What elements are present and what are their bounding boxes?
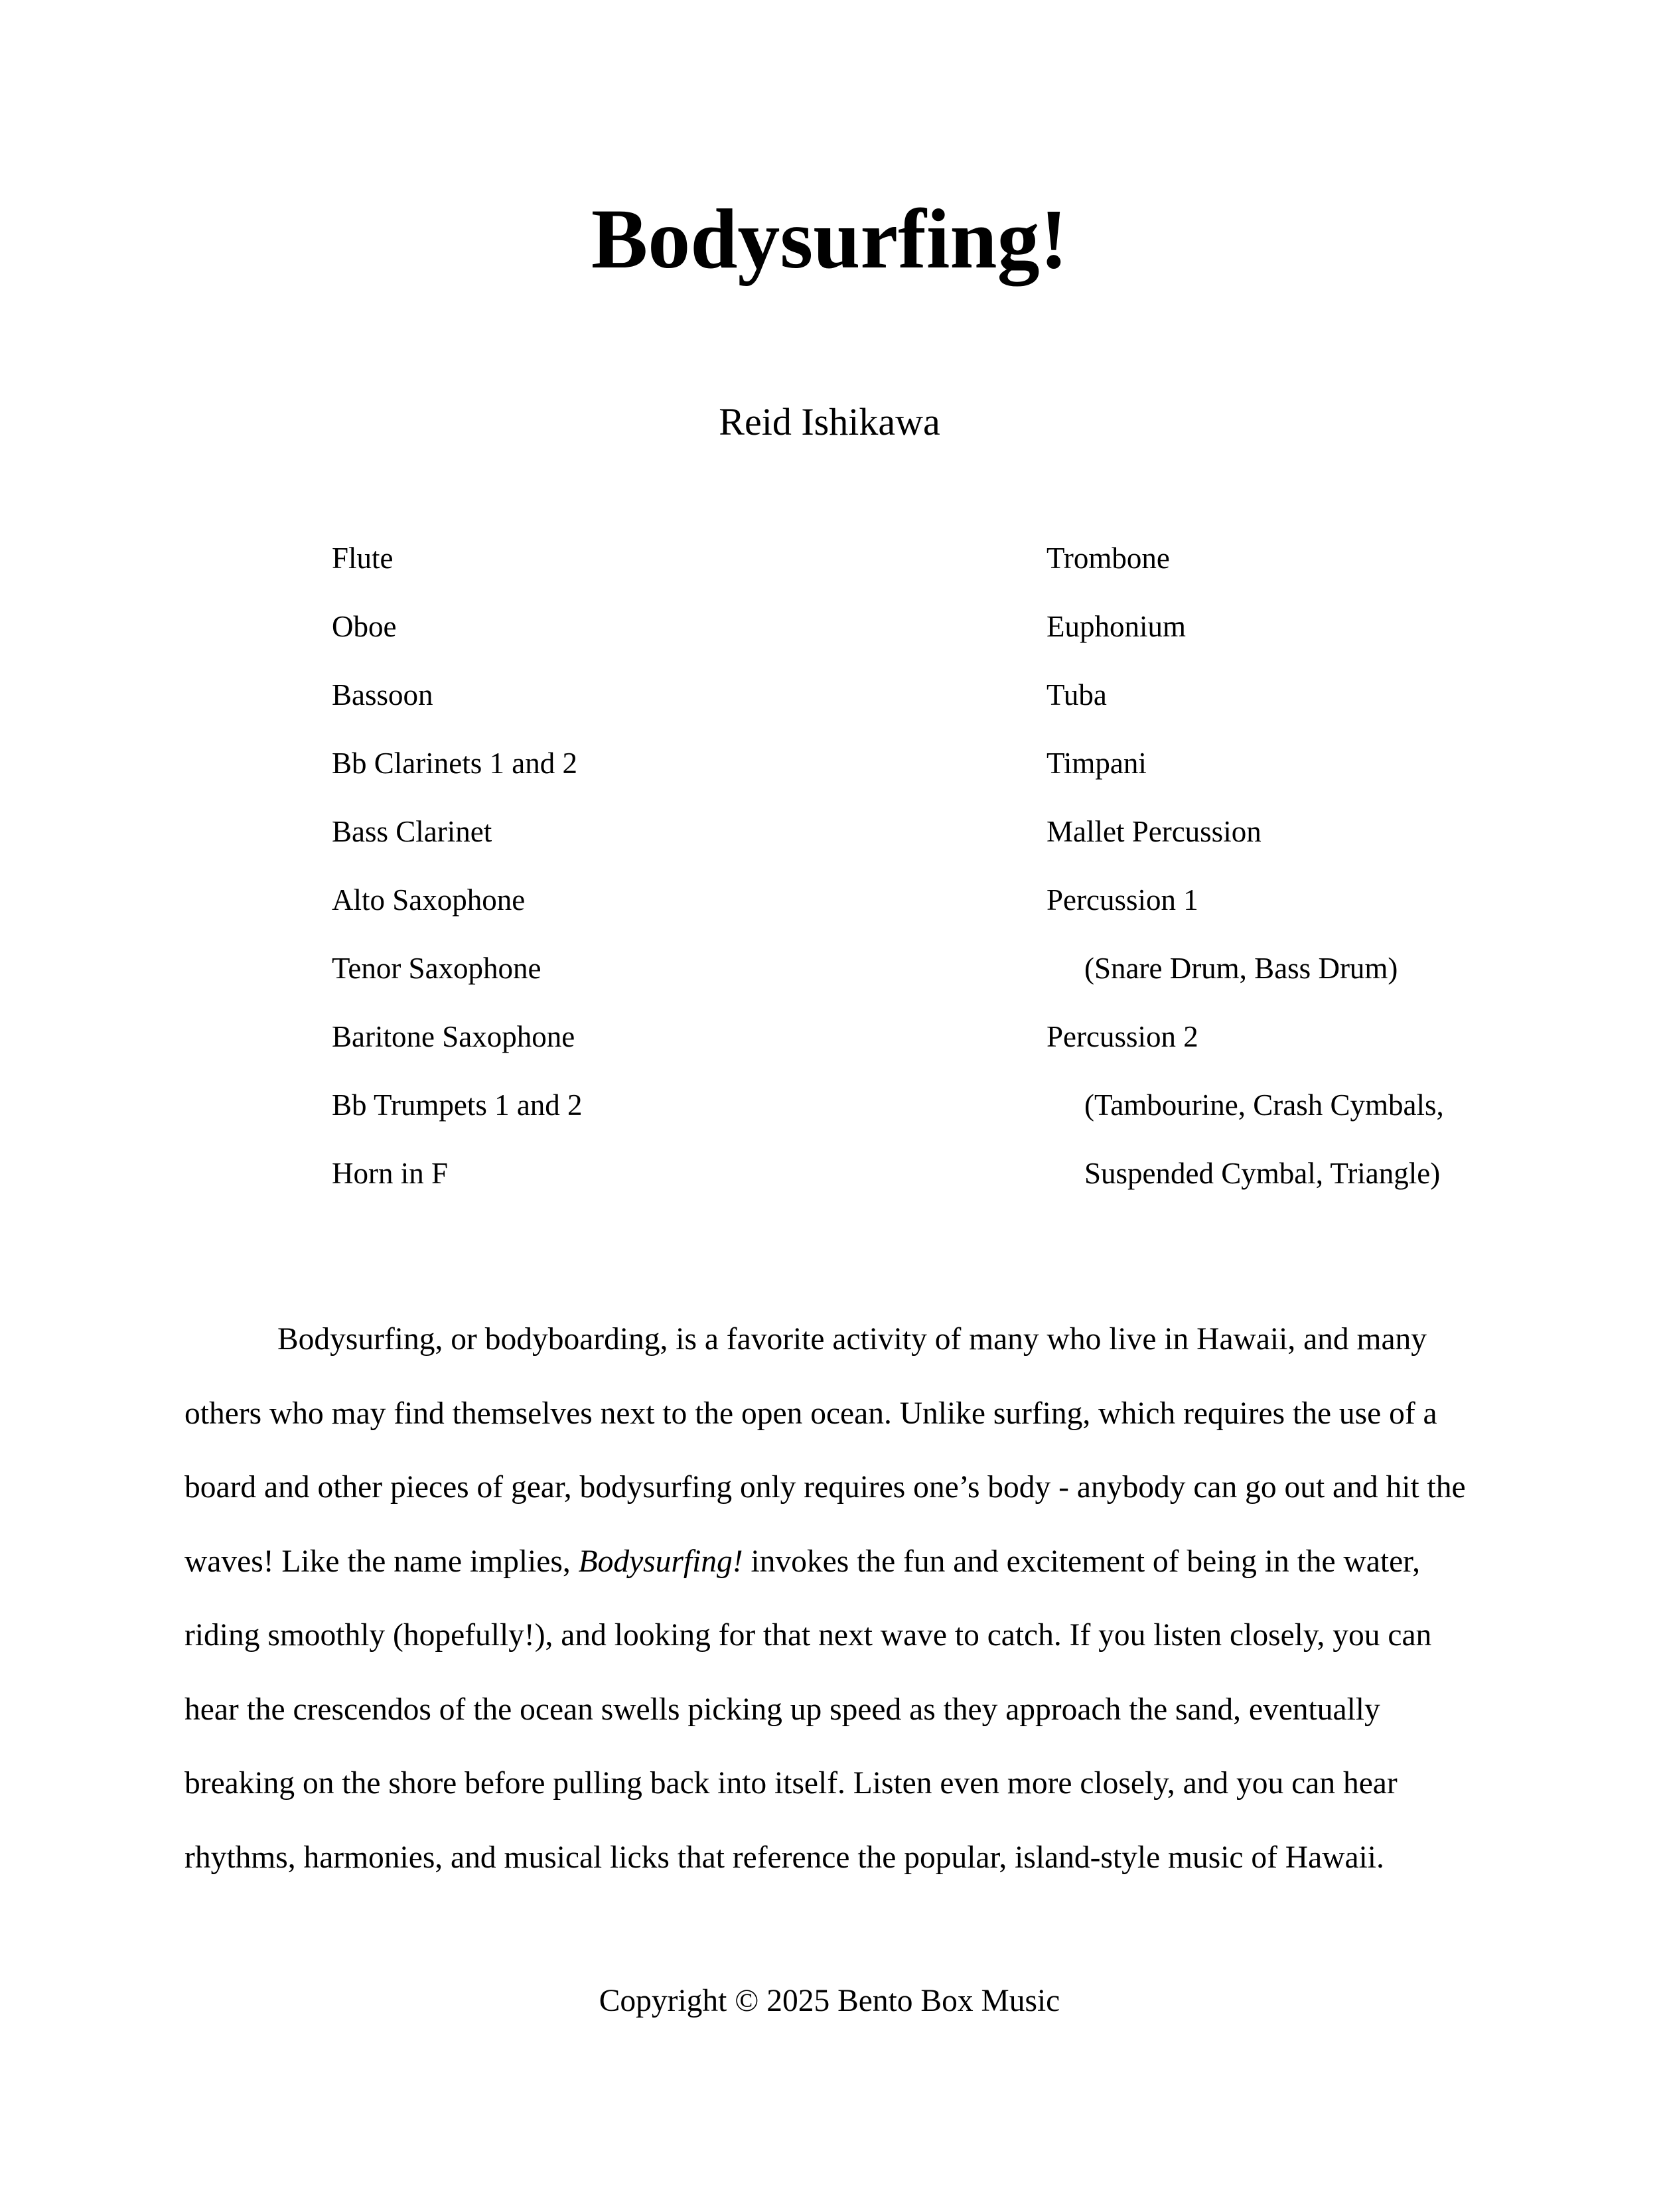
piece-title-italic: Bodysurfing!: [578, 1544, 743, 1579]
instrument-item: Horn in F: [332, 1157, 449, 1190]
instrument-item: Mallet Percussion: [1046, 815, 1262, 848]
page-title: Bodysurfing!: [591, 192, 1068, 286]
program-notes-text: invokes the fun and excitement of being in the water,: [743, 1544, 1420, 1579]
instrument-item: Percussion 1: [1046, 883, 1198, 917]
instrument-detail: Suspended Cymbal, Triangle): [1084, 1157, 1441, 1190]
instrument-item: Trombone: [1046, 542, 1170, 575]
instrumentation-list-right: [1046, 524, 1644, 1208]
instrument-item: Bb Trumpets 1 and 2: [332, 1088, 583, 1122]
program-notes-line: others who may find themselves next to the open ocean. Unlike surfing, which requires the use of a: [184, 1396, 1437, 1431]
composer-name: Reid Ishikawa: [719, 400, 940, 443]
program-notes-text: waves! Like the name implies,: [184, 1544, 579, 1579]
instrument-item: Tenor Saxophone: [332, 952, 541, 985]
instrument-detail: (Tambourine, Crash Cymbals,: [1084, 1088, 1444, 1122]
instrument-item: Percussion 2: [1046, 1020, 1198, 1053]
instrument-item: Oboe: [332, 610, 397, 643]
program-notes-line: board and other pieces of gear, bodysurfing only requires one’s body - anybody can go out and hit the: [184, 1470, 1466, 1505]
program-notes-line: Bodysurfing, or bodyboarding, is a favorite activity of many who live in Hawaii, and many: [277, 1322, 1427, 1357]
program-notes-line: breaking on the shore before pulling back into itself. Listen even more closely, and you can hear: [184, 1766, 1398, 1801]
instrument-item: Timpani: [1046, 747, 1147, 780]
instrument-item: Tuba: [1046, 678, 1107, 711]
program-notes-line: rhythms, harmonies, and musical licks that reference the popular, island-style music of Hawaii.: [184, 1840, 1384, 1875]
program-notes-line: hear the crescendos of the ocean swells picking up speed as they approach the sand, eventually: [184, 1692, 1380, 1727]
instrument-item: Bassoon: [332, 678, 433, 711]
instrument-item: Flute: [332, 542, 394, 575]
instrument-item: Baritone Saxophone: [332, 1020, 575, 1053]
program-notes-line: riding smoothly (hopefully!), and looking for that next wave to catch. If you listen closely, you can: [184, 1618, 1432, 1653]
program-notes-line: [184, 1525, 1551, 1599]
instrument-detail: (Snare Drum, Bass Drum): [1084, 952, 1398, 985]
instrument-item: Alto Saxophone: [332, 883, 526, 917]
copyright-notice: Copyright © 2025 Bento Box Music: [599, 1984, 1060, 2018]
instrumentation-list-left: [332, 524, 929, 1208]
instrument-item: Euphonium: [1046, 610, 1186, 643]
instrument-item: Bass Clarinet: [332, 815, 492, 848]
instrument-item: Bb Clarinets 1 and 2: [332, 747, 577, 780]
program-notes: [184, 1303, 1551, 1895]
